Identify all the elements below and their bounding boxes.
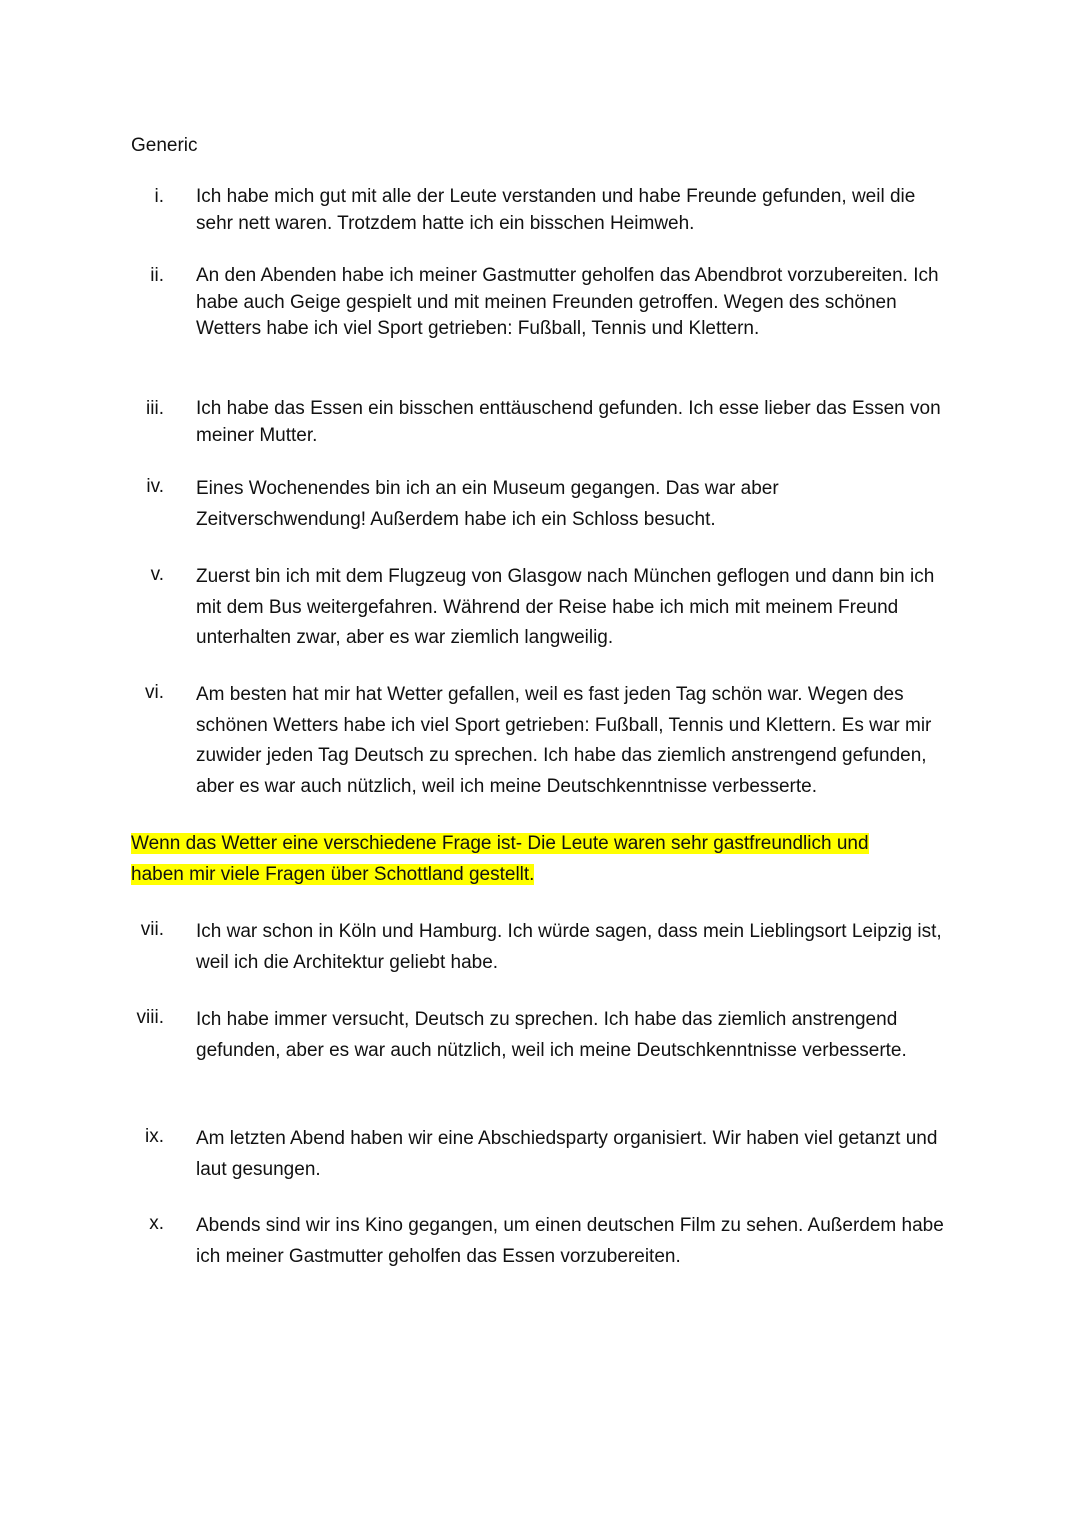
list-numeral: ii. bbox=[150, 265, 164, 286]
list-numeral: viii. bbox=[136, 1007, 164, 1028]
list-numeral: iii. bbox=[146, 398, 164, 419]
list-numeral: ix. bbox=[145, 1126, 164, 1147]
list-item-vi bbox=[131, 680, 951, 802]
list-numeral: vi. bbox=[145, 682, 164, 703]
list-item-text: Eines Wochenendes bin ich an ein Museum gegangen. Das war aber Zeitverschwendung! Außerdem habe ich ein Schloss besucht. bbox=[196, 478, 779, 530]
list-numeral: x. bbox=[149, 1213, 164, 1234]
list-item-text: Ich habe das Essen ein bisschen enttäuschend gefunden. Ich esse lieber das Essen von meiner Mutter. bbox=[196, 398, 941, 446]
list-item-text: Zuerst bin ich mit dem Flugzeug von Glasgow nach München geflogen und dann bin ich mit dem Bus weitergefahren. Während der Reise habe ich mich mit meinem Freund unterhalten zwar, aber es war ziemlich langweilig. bbox=[196, 566, 935, 648]
list-item-text: Ich war schon in Köln und Hamburg. Ich würde sagen, dass mein Lieblingsort Leipzig ist, weil ich die Architektur geliebt habe. bbox=[196, 921, 942, 973]
list-item-v bbox=[131, 562, 951, 654]
list-item-iii bbox=[131, 396, 951, 449]
document-heading: Generic bbox=[131, 135, 198, 156]
list-numeral: i. bbox=[154, 186, 164, 207]
list-item-text: Abends sind wir ins Kino gegangen, um einen deutschen Film zu sehen. Außerdem habe ich meiner Gastmutter geholfen das Essen vorzubereiten. bbox=[196, 1215, 944, 1267]
list-item-ii bbox=[131, 263, 951, 343]
list-item-text: Am letzten Abend haben wir eine Abschiedsparty organisiert. Wir haben viel getanzt und laut gesungen. bbox=[196, 1128, 938, 1180]
list-item-text: Ich habe immer versucht, Deutsch zu sprechen. Ich habe das ziemlich anstrengend gefunden, aber es war auch nützlich, weil ich meine Deutschkenntnisse verbesserte. bbox=[196, 1009, 907, 1061]
list-item-text: Ich habe mich gut mit alle der Leute verstanden und habe Freunde gefunden, weil die sehr nett waren. Trotzdem hatte ich ein bisschen Heimweh. bbox=[196, 186, 916, 234]
list-item-ix bbox=[131, 1124, 951, 1185]
list-item-text: Am besten hat mir hat Wetter gefallen, weil es fast jeden Tag schön war. Wegen des schönen Wetters habe ich viel Sport getrieben: Fußball, Tennis und Klettern. Es war mir zuwider jeden Tag Deutsch zu sprechen. Ich habe das ziemlich anstrengend gefunden, aber es war auch nützlich, weil ich meine Deutschkenntnisse verbesserte. bbox=[196, 684, 932, 797]
list-numeral: iv. bbox=[146, 476, 164, 497]
highlighted-note-text: Wenn das Wetter eine verschiedene Frage ist- Die Leute waren sehr gastfreundlich und haben mir viele Fragen über Schottland gestellt. bbox=[131, 833, 869, 885]
list-item-x bbox=[131, 1211, 951, 1272]
list-item-i bbox=[131, 184, 951, 237]
highlighted-note bbox=[131, 829, 921, 890]
list-item-text: An den Abenden habe ich meiner Gastmutter geholfen das Abendbrot vorzubereiten. Ich habe auch Geige gespielt und mit meinen Freunden getroffen. Wegen des schönen Wetters habe ich viel Sport getrieben: Fußball, Tennis und Klettern. bbox=[196, 265, 939, 339]
list-numeral: v. bbox=[150, 564, 164, 585]
list-item-vii bbox=[131, 917, 951, 978]
list-numeral: vii. bbox=[140, 919, 164, 940]
list-item-viii bbox=[131, 1005, 951, 1066]
list-item-iv bbox=[131, 474, 951, 535]
